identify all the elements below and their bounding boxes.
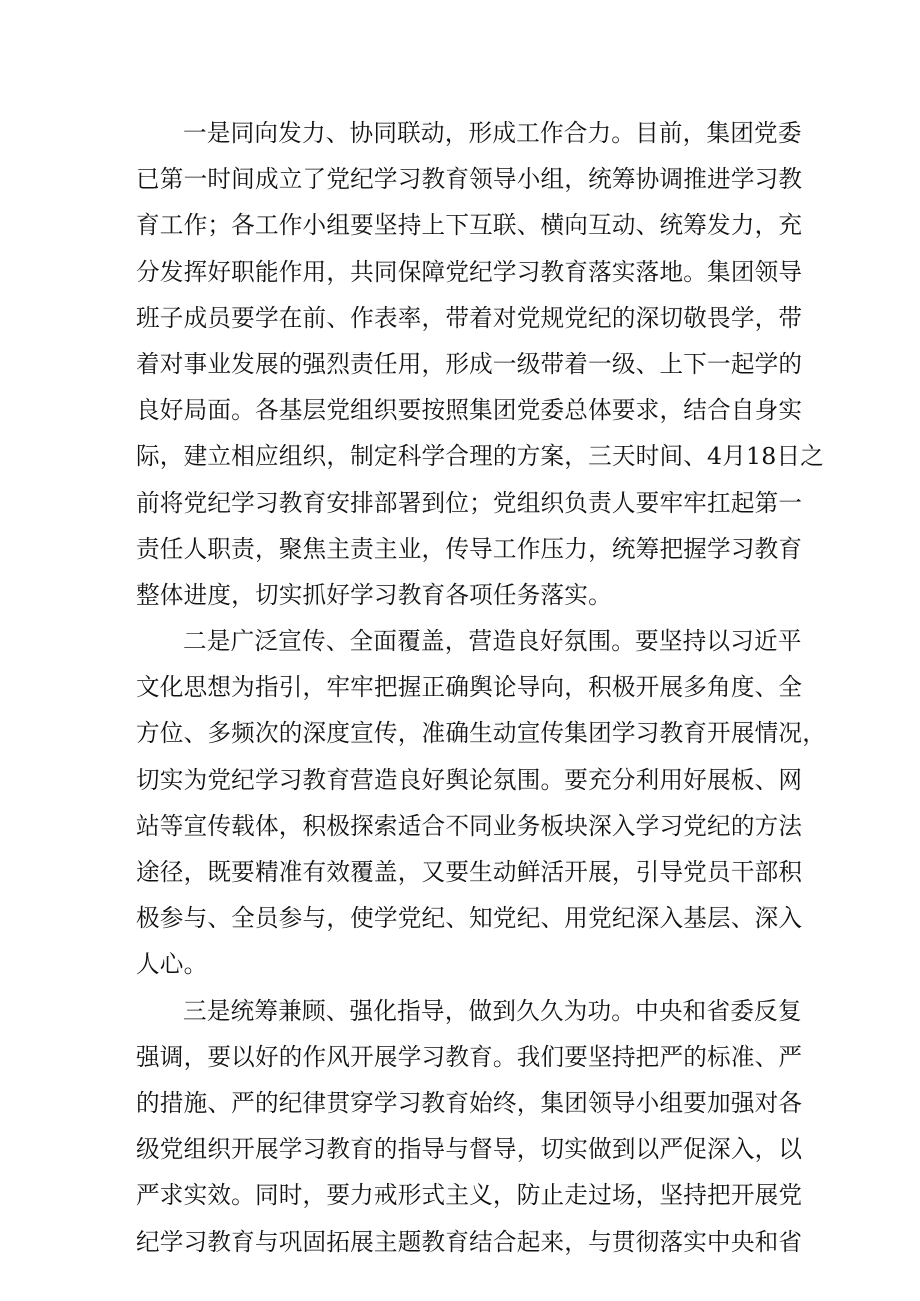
text-line: 分发挥好职能作用，共同保障党纪学习教育落实落地。集团领导 bbox=[136, 257, 803, 286]
text-line: 强调，要以好的作风开展学习教育。我们要坚持把严的标准、严 bbox=[136, 1042, 803, 1071]
document-body bbox=[136, 110, 827, 1265]
text-line: 方位、多频次的深度宣传，准确生动宣传集团学习教育开展情况， bbox=[136, 719, 827, 748]
text-line: 着对事业发展的强烈责任用，形成一级带着一级、上下一起学的 bbox=[136, 349, 803, 378]
text-line: 责任人职责，聚焦主责主业，传导工作压力，统筹把握学习教育 bbox=[136, 534, 803, 563]
text-line: 纪学习教育与巩固拓展主题教育结合起来，与贯彻落实中央和省 bbox=[136, 1227, 803, 1256]
text-line: 的措施、严的纪律贯穿学习教育始终，集团领导小组要加强对各 bbox=[136, 1088, 803, 1117]
text-line: 站等宣传载体，积极探索适合不同业务板块深入学习党纪的方法 bbox=[136, 811, 803, 840]
text-line: 人心。 bbox=[136, 950, 208, 979]
text-line: 一是同向发力、协同联动，形成工作合力。目前，集团党委 bbox=[183, 119, 802, 147]
text-line: 切实为党纪学习教育营造良好舆论氛围。要充分利用好展板、网 bbox=[136, 765, 803, 794]
text-line: 班子成员要学在前、作表率，带着对党规党纪的深切敬畏学，带 bbox=[136, 303, 803, 332]
text-line: 已第一时间成立了党纪学习教育领导小组，统筹协调推进学习教 bbox=[136, 165, 803, 194]
paragraph-2 bbox=[136, 618, 827, 988]
text-line: 良好局面。各基层党组织要按照集团党委总体要求，结合自身实 bbox=[136, 396, 803, 425]
text-line: 严求实效。同时，要力戒形式主义，防止走过场，坚持把开展党 bbox=[136, 1181, 803, 1210]
text-line: 二是广泛宣传、全面覆盖，营造良好氛围。要坚持以习近平 bbox=[183, 627, 802, 656]
text-line: 文化思想为指引，牢牢把握正确舆论导向，积极开展多角度、全 bbox=[136, 673, 803, 702]
text-line: 际，建立相应组织，制定科学合理的方案，三天时间、4月18日之 bbox=[136, 442, 825, 471]
text-line: 途径，既要精准有效覆盖，又要生动鲜活开展，引导党员干部积 bbox=[136, 858, 803, 886]
text-line: 极参与、全员参与，使学党纪、知党纪、用党纪深入基层、深入 bbox=[136, 904, 803, 933]
text-line: 整体进度，切实抓好学习教育各项任务落实。 bbox=[136, 580, 612, 609]
paragraph-1 bbox=[136, 110, 825, 618]
paragraph-3 bbox=[136, 988, 803, 1265]
text-line: 三是统筹兼顾、强化指导，做到久久为功。中央和省委反复 bbox=[183, 996, 802, 1025]
text-line: 级党组织开展学习教育的指导与督导，切实做到以严促深入，以 bbox=[136, 1135, 803, 1164]
text-line: 育工作；各工作小组要坚持上下互联、横向互动、统筹发力，充 bbox=[136, 211, 803, 240]
text-line: 前将党纪学习教育安排部署到位；党组织负责人要牢牢扛起第一 bbox=[136, 488, 803, 517]
